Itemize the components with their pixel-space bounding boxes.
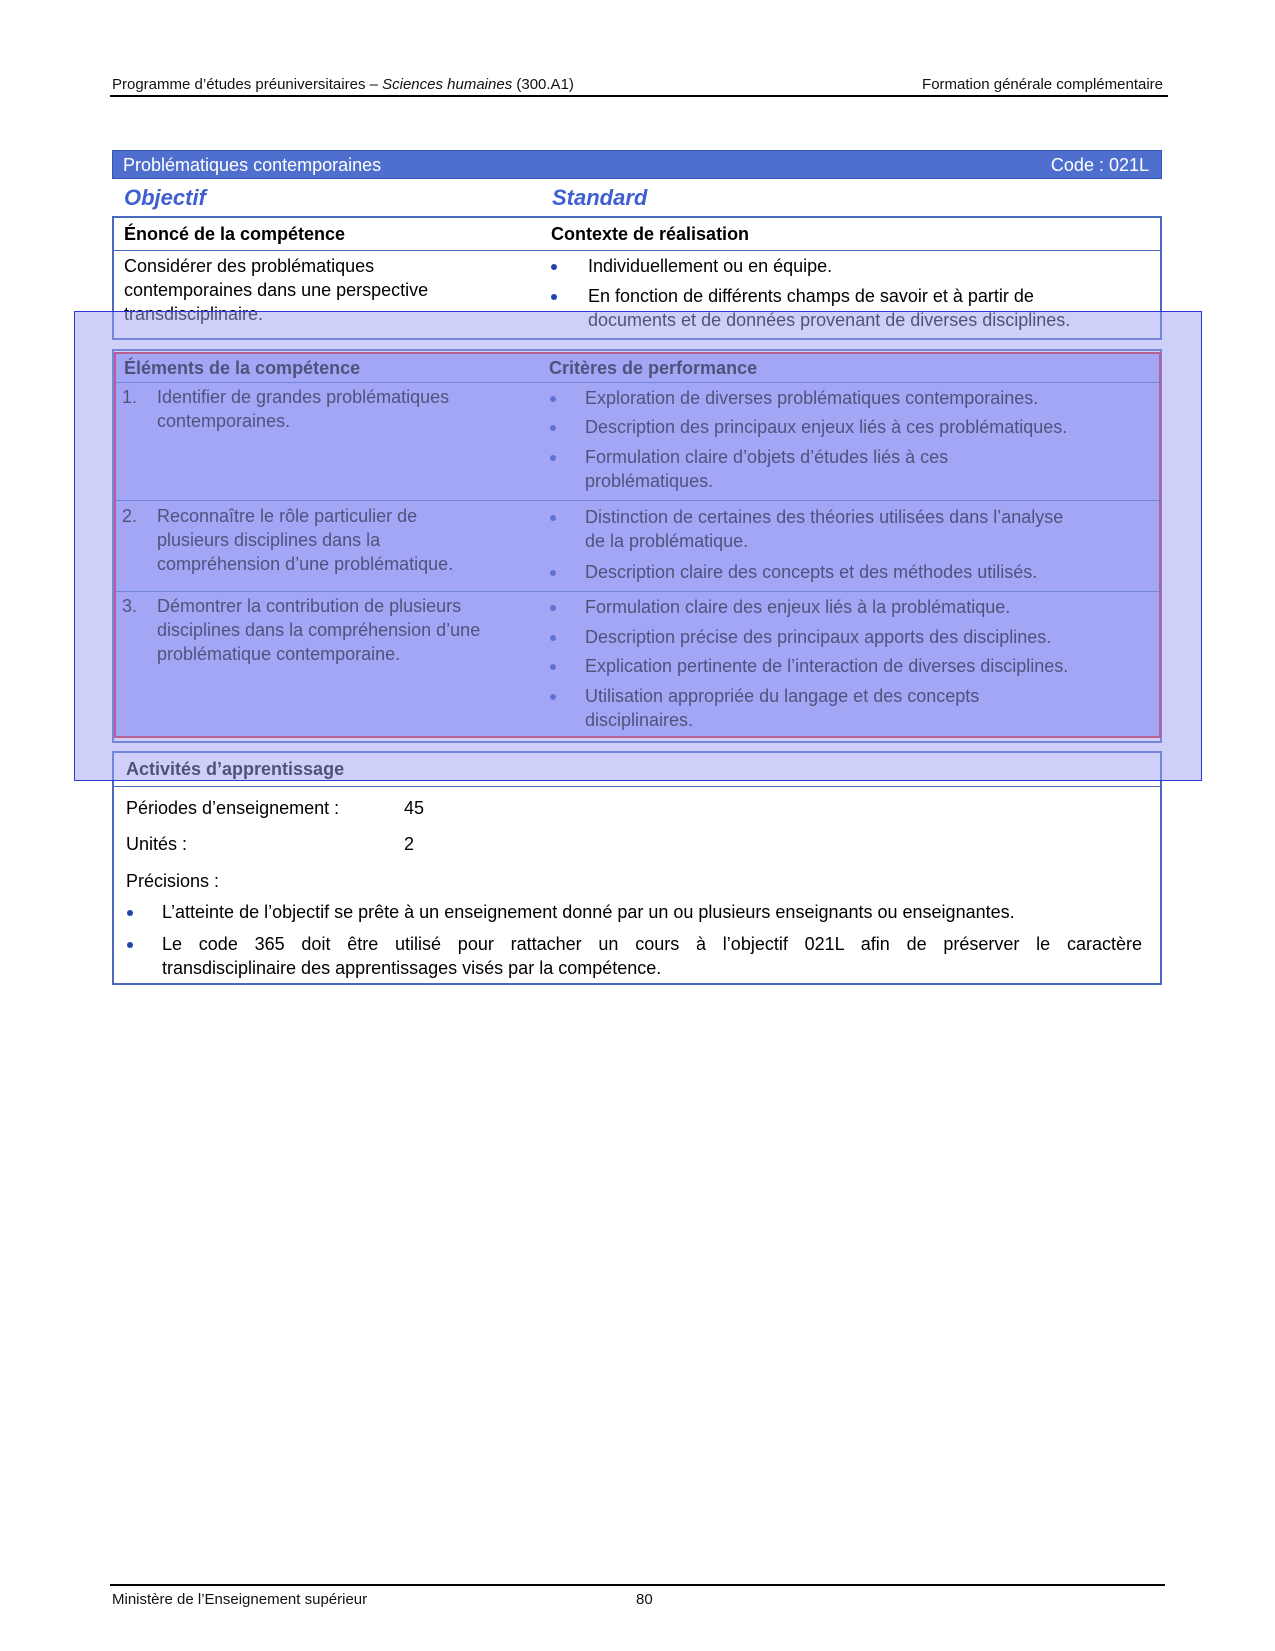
unites-value: 2 (404, 834, 415, 854)
page-header-right: Formation générale complémentaire (922, 76, 1163, 93)
divider (114, 786, 1160, 787)
periodes-value: 45 (404, 798, 425, 818)
standard-heading: Standard (552, 185, 648, 210)
page-number: 80 (636, 1591, 653, 1608)
footer-rule (110, 1584, 1165, 1586)
enonce-text: Considérer des problématiques contemporaines dans une perspective (124, 256, 429, 300)
bullet-icon (127, 910, 133, 916)
course-code: Code : 021L (1050, 155, 1149, 175)
selection-overlay (74, 311, 1202, 781)
periodes-label: Périodes d’enseignement : (126, 798, 340, 818)
contexte-item: Individuellement ou en équipe. (588, 256, 833, 276)
objectif-heading: Objectif (124, 185, 206, 210)
divider (114, 250, 1160, 251)
precision-item: L’atteinte de l’objectif se prête à un enseignement donné par un ou plusieurs enseignants ou enseignantes. (162, 902, 1015, 922)
contexte-item: En fonction de différents champs de savoir et à partir de (588, 286, 1034, 306)
unites-label: Unités : (126, 834, 188, 854)
enonce-heading: Énoncé de la compétence (124, 224, 346, 244)
bullet-icon (127, 942, 133, 948)
course-title: Problématiques contemporaines (123, 155, 382, 175)
precisions-label: Précisions : (126, 871, 220, 891)
precision-item: Le code 365 doit être utilisé pour rattacher un cours à l’objectif 021L afin de préserver le caractère transdisciplinaire des apprentissages visés par la compétence. (162, 934, 1142, 978)
contexte-heading: Contexte de réalisation (551, 224, 750, 244)
bullet-icon (551, 294, 557, 300)
page-header-left: Programme d’études préuniversitaires – Sciences humaines (300.A1) (112, 76, 574, 93)
header-rule (110, 95, 1168, 97)
activites-box (112, 751, 1162, 985)
bullet-icon (551, 264, 557, 270)
footer-ministry: Ministère de l’Enseignement supérieur (112, 1591, 368, 1608)
course-title-bar (112, 150, 1162, 179)
